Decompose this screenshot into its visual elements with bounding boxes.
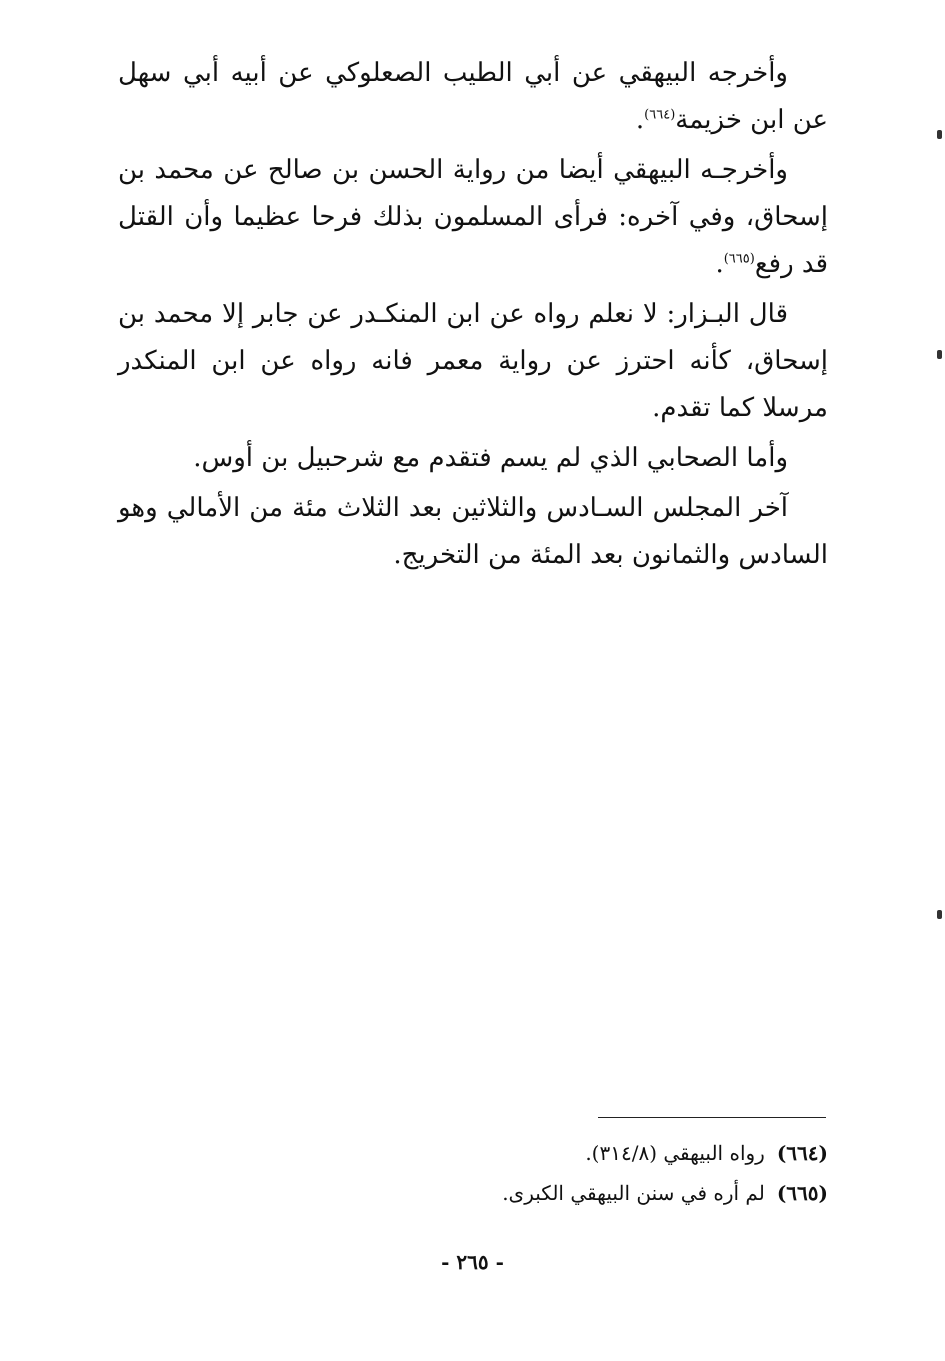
- footnote-separator: [598, 1117, 826, 1118]
- paragraph-text: وأخرجـه البيهقي أيضا من رواية الحسن بن صالح عن محمد بن إسحاق، وفي آخره: فرأى المسلمون بذلك فرحا عظيما وأن القتل قد رفع: [118, 155, 828, 279]
- footnote-text: لم أره في سنن البيهقي الكبرى.: [502, 1181, 765, 1205]
- footnote-number: (٦٦٥): [776, 1181, 828, 1205]
- footnote-text: رواه البيهقي (٣١٤/٨).: [585, 1141, 765, 1165]
- footnotes: [118, 1133, 828, 1213]
- paragraph-1: [118, 50, 828, 144]
- footnote-item: [118, 1133, 828, 1173]
- paragraph-text: قال البـزار: لا نعلم رواه عن ابن المنكـدر عن جابر إلا محمد بن إسحاق، كأنه احترز عن رواية معمر فانه رواه عن ابن المنكدر مرسلا كما تقدم.: [118, 299, 828, 423]
- scan-edge-mark: [937, 350, 942, 359]
- footnote-item: [118, 1173, 828, 1213]
- paragraph-end: .: [715, 249, 724, 279]
- scan-edge-mark: [937, 130, 942, 139]
- page-number: - ٢٦٥ -: [441, 1250, 504, 1274]
- paragraph-5: [118, 485, 828, 579]
- main-text: [118, 50, 828, 582]
- footnote-reference[interactable]: (٦٦٤): [644, 107, 676, 123]
- footnote-number: (٦٦٤): [776, 1141, 828, 1165]
- footnote-reference[interactable]: (٦٦٥): [723, 251, 755, 267]
- paragraph-text: وأخرجه البيهقي عن أبي الطيب الصعلوكي عن أبيه أبي سهل عن ابن خزيمة: [118, 58, 828, 135]
- paragraph-2: [118, 147, 828, 288]
- paragraph-3: [118, 291, 828, 432]
- scan-edge-mark: [937, 910, 942, 919]
- paragraph-4: [118, 435, 828, 482]
- paragraph-end: .: [635, 105, 645, 135]
- paragraph-text: آخر المجلس السـادس والثلاثين بعد الثلاث مئة من الأمالي وهو السادس والثمانون بعد المئة من التخريج.: [118, 493, 828, 570]
- paragraph-text: وأما الصحابي الذي لم يسم فتقدم مع شرحبيل بن أوس.: [193, 443, 788, 473]
